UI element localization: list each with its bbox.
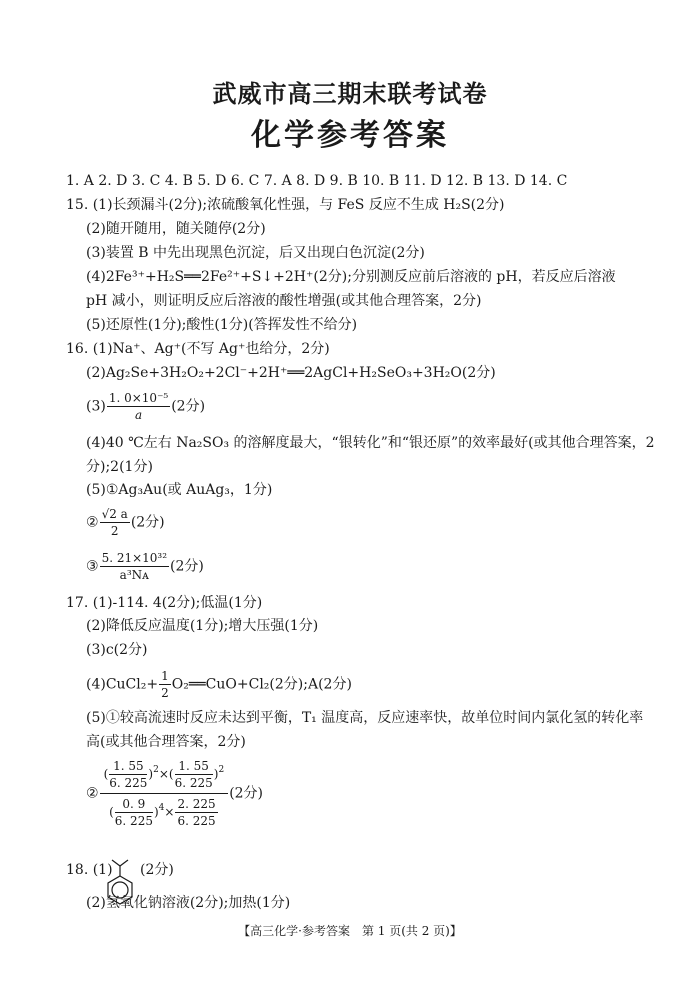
q15-line-4: (4)2Fe³⁺+H₂S══2Fe²⁺+S↓+2H⁺(2分);分别测反应前后溶液的 pH，若反应后溶液 (86, 269, 616, 285)
q15-line-6: (5)还原性(1分);酸性(1分)(答挥发性不给分) (86, 317, 358, 333)
fraction-denominator: 2 (110, 524, 119, 538)
fraction-denominator: a (134, 408, 143, 422)
multiple-choice-answers: 1. A 2. D 3. C 4. B 5. D 6. C 7. A 8. D 9. B 10. B 11. D 12. B 13. D 14. C (66, 173, 568, 189)
fraction-numerator: √2 a (101, 507, 128, 521)
circled-2: ② (86, 785, 99, 802)
compound-fraction (100, 758, 229, 829)
exam-title: 武威市高三期末联考试卷 (212, 80, 488, 108)
q16-line-5: 分);2(1分) (86, 459, 153, 475)
fraction (115, 796, 153, 829)
q16-7-score: (2分) (130, 514, 165, 531)
fraction (100, 550, 169, 583)
q16-3-label: (3) (86, 398, 106, 415)
q17-line-6: 高(或其他合理答案，2分) (86, 734, 246, 750)
fraction-denominator: 2 (161, 686, 169, 700)
q16-line-1: 16. (1)Na⁺、Ag⁺(不写 Ag⁺也给分，2分) (66, 341, 330, 357)
fraction-numerator: 0. 9 (115, 796, 153, 813)
circled-2: ② (86, 514, 99, 531)
fraction-numerator: 5. 21×10³² (101, 551, 168, 565)
q16-line-4: (4)40 ℃左右 Na₂SO₃ 的溶解度最大，“银转化”和“银还原”的效率最好(或其他合理答案，2 (86, 435, 655, 451)
q17-line-5: (5)①较高流速时反应未达到平衡，T₁ 温度高，反应速率快，故单位时间内氯化氢的转化率 (86, 710, 644, 726)
q17-line-7 (86, 758, 263, 829)
q15-line-3: (3)装置 B 中先出现黑色沉淀，后又出现白色沉淀(2分) (86, 245, 425, 261)
compound-numerator: ( $\frac{1. 55}{6. 225}$ )$^2$×( $\frac{1. 55}{6. 225}$ )$^2$ (100, 758, 229, 794)
q18-line-1-score: (2分) (140, 862, 174, 878)
q16-line-3 (86, 390, 205, 423)
q17-line-3: (3)c(2分) (86, 642, 148, 658)
q16-line-7 (86, 506, 165, 539)
q16-3-score: (2分) (171, 398, 206, 415)
q18-line-2: (2)氢氧化钠溶液(2分);加热(1分) (86, 895, 291, 911)
q18-line-1-label: 18. (1) (66, 862, 113, 878)
fraction (107, 390, 170, 423)
q16-line-2: (2)Ag₂Se+3H₂O₂+2Cl⁻+2H⁺══2AgCl+H₂SeO₃+3H₂O(2分) (86, 365, 496, 381)
fraction-numerator: 1. 55 (175, 758, 213, 775)
q16-line-6: (5)①Ag₃Au(或 AuAg₃，1分) (86, 482, 273, 498)
q17-7-score: (2分) (229, 785, 264, 802)
fraction-numerator: 1 (161, 669, 169, 683)
answer-title: 化学参考答案 (251, 118, 449, 153)
fraction-numerator: 1. 0×10⁻⁵ (108, 391, 169, 405)
fraction (175, 758, 213, 791)
fraction-denominator: 6. 225 (177, 814, 216, 828)
q17-line-4 (86, 668, 352, 701)
fraction-numerator: 1. 55 (109, 758, 147, 775)
q17-4-right: O₂══CuO+Cl₂(2分);A(2分) (171, 676, 352, 693)
fraction (109, 758, 147, 791)
q16-line-8 (86, 550, 204, 583)
q16-8-score: (2分) (170, 558, 204, 575)
compound-denominator: ( $\frac{0. 9}{6. 225}$ )$^4$× $\frac{2. 225}{6. 225}$ (109, 797, 216, 828)
fraction-denominator: 6. 225 (174, 776, 213, 790)
q17-4-left: (4)CuCl₂+ (86, 676, 159, 693)
q15-line-5: pH 减小，则证明反应后溶液的酸性增强(或其他合理答案，2分) (86, 293, 482, 309)
q15-line-1: 15. (1)长颈漏斗(2分);浓硫酸氧化性强，与 FeS 反应不生成 H₂S(2分) (66, 197, 505, 213)
page-footer: 【高三化学·参考答案 第 1 页(共 2 页)】 (238, 924, 462, 938)
fraction-denominator: 6. 225 (109, 776, 148, 790)
fraction (159, 668, 171, 701)
q17-line-1: 17. (1)-114. 4(2分);低温(1分) (66, 595, 263, 611)
q17-line-2: (2)降低反应温度(1分);增大压强(1分) (86, 618, 319, 634)
q15-line-2: (2)随开随用，随关随停(2分) (86, 221, 266, 237)
fraction-denominator: 6. 225 (114, 814, 153, 828)
fraction-numerator: 2. 225 (177, 797, 216, 811)
fraction-denominator: a³Nᴀ (119, 568, 149, 582)
fraction (100, 506, 130, 539)
fraction (175, 796, 217, 829)
circled-3: ③ (86, 558, 99, 575)
